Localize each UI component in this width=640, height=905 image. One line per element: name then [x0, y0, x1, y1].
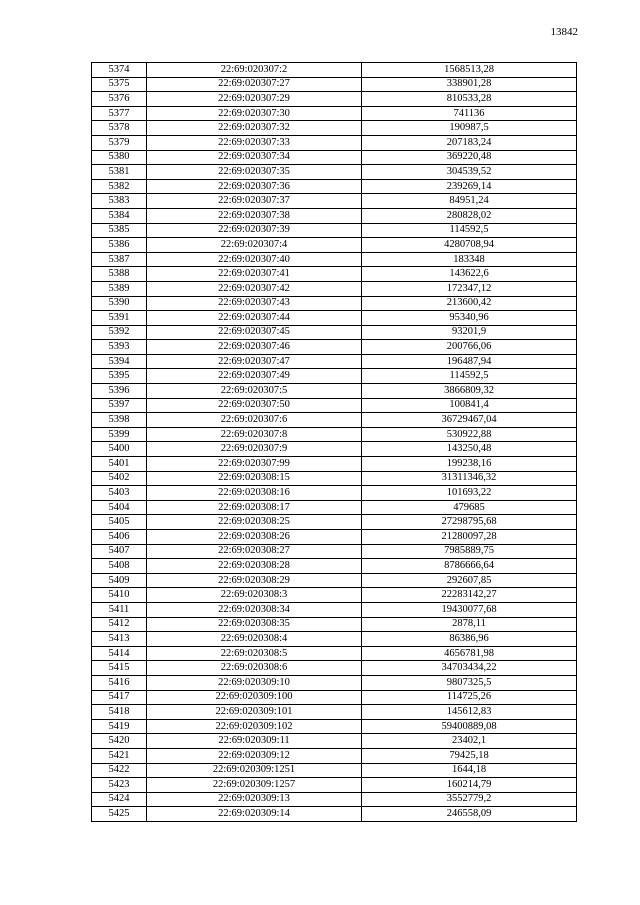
cadastral-value-cell: 199238,16	[362, 457, 577, 472]
cadastral-value-cell: 95340,96	[362, 311, 577, 326]
row-number-cell: 5377	[92, 106, 147, 121]
cadastral-number-cell: 22:69:020307:36	[147, 179, 362, 194]
row-number-cell: 5384	[92, 208, 147, 223]
table-row	[92, 559, 577, 574]
row-number-cell: 5410	[92, 588, 147, 603]
table-row	[92, 807, 577, 822]
row-number-cell: 5405	[92, 515, 147, 530]
table-row	[92, 515, 577, 530]
cadastral-number-cell: 22:69:020307:38	[147, 208, 362, 223]
cadastral-value-cell: 200766,06	[362, 340, 577, 355]
cadastral-number-cell: 22:69:020307:35	[147, 165, 362, 180]
row-number-cell: 5413	[92, 632, 147, 647]
table-row	[92, 384, 577, 399]
table-row	[92, 92, 577, 107]
cadastral-number-cell: 22:69:020308:17	[147, 500, 362, 515]
cadastral-number-cell: 22:69:020309:1251	[147, 763, 362, 778]
table-row	[92, 617, 577, 632]
cadastral-value-cell: 280828,02	[362, 208, 577, 223]
cadastral-value-cell: 143622,6	[362, 267, 577, 282]
row-number-cell: 5417	[92, 690, 147, 705]
row-number-cell: 5422	[92, 763, 147, 778]
table-row	[92, 267, 577, 282]
cadastral-value-cell: 213600,42	[362, 296, 577, 311]
cadastral-value-cell: 292607,85	[362, 573, 577, 588]
cadastral-value-cell: 1644,18	[362, 763, 577, 778]
table-row	[92, 573, 577, 588]
table-row	[92, 675, 577, 690]
table-row	[92, 427, 577, 442]
table-row	[92, 544, 577, 559]
table-row	[92, 340, 577, 355]
row-number-cell: 5421	[92, 748, 147, 763]
cadastral-number-cell: 22:69:020309:10	[147, 675, 362, 690]
cadastral-value-cell: 86386,96	[362, 632, 577, 647]
cadastral-value-cell: 59400889,08	[362, 719, 577, 734]
cadastral-value-cell: 3866809,32	[362, 384, 577, 399]
table-row	[92, 77, 577, 92]
cadastral-number-cell: 22:69:020307:47	[147, 354, 362, 369]
table-row	[92, 486, 577, 501]
cadastral-number-cell: 22:69:020308:27	[147, 544, 362, 559]
table-row	[92, 150, 577, 165]
cadastral-number-cell: 22:69:020308:34	[147, 602, 362, 617]
cadastral-number-cell: 22:69:020307:42	[147, 281, 362, 296]
cadastral-number-cell: 22:69:020307:99	[147, 457, 362, 472]
cadastral-number-cell: 22:69:020308:28	[147, 559, 362, 574]
row-number-cell: 5391	[92, 311, 147, 326]
cadastral-number-cell: 22:69:020307:6	[147, 413, 362, 428]
row-number-cell: 5396	[92, 384, 147, 399]
row-number-cell: 5404	[92, 500, 147, 515]
row-number-cell: 5376	[92, 92, 147, 107]
row-number-cell: 5401	[92, 457, 147, 472]
table-row	[92, 281, 577, 296]
table-row	[92, 471, 577, 486]
table-row	[92, 442, 577, 457]
table-row	[92, 632, 577, 647]
cadastral-value-cell: 4656781,98	[362, 646, 577, 661]
row-number-cell: 5420	[92, 734, 147, 749]
cadastral-value-cell: 21280097,28	[362, 530, 577, 545]
row-number-cell: 5411	[92, 602, 147, 617]
cadastral-value-cell: 196487,94	[362, 354, 577, 369]
cadastral-value-cell: 114592,5	[362, 369, 577, 384]
table-row	[92, 354, 577, 369]
table-row	[92, 179, 577, 194]
cadastral-number-cell: 22:69:020308:26	[147, 530, 362, 545]
cadastral-value-cell: 3552779,2	[362, 792, 577, 807]
row-number-cell: 5383	[92, 194, 147, 209]
cadastral-number-cell: 22:69:020307:27	[147, 77, 362, 92]
cadastral-value-cell: 143250,48	[362, 442, 577, 457]
table-row	[92, 194, 577, 209]
row-number-cell: 5382	[92, 179, 147, 194]
row-number-cell: 5419	[92, 719, 147, 734]
cadastral-number-cell: 22:69:020308:3	[147, 588, 362, 603]
table-row	[92, 208, 577, 223]
table-row	[92, 296, 577, 311]
table-row	[92, 252, 577, 267]
table-row	[92, 530, 577, 545]
cadastral-number-cell: 22:69:020309:1257	[147, 778, 362, 793]
cadastral-value-cell: 7985889,75	[362, 544, 577, 559]
cadastral-number-cell: 22:69:020309:12	[147, 748, 362, 763]
cadastral-value-cell: 84951,24	[362, 194, 577, 209]
cadastral-number-cell: 22:69:020307:37	[147, 194, 362, 209]
row-number-cell: 5403	[92, 486, 147, 501]
table-row	[92, 705, 577, 720]
cadastral-number-cell: 22:69:020309:102	[147, 719, 362, 734]
cadastral-number-cell: 22:69:020308:5	[147, 646, 362, 661]
cadastral-number-cell: 22:69:020307:41	[147, 267, 362, 282]
row-number-cell: 5378	[92, 121, 147, 136]
cadastral-value-cell: 79425,18	[362, 748, 577, 763]
cadastral-number-cell: 22:69:020307:45	[147, 325, 362, 340]
row-number-cell: 5389	[92, 281, 147, 296]
row-number-cell: 5392	[92, 325, 147, 340]
row-number-cell: 5402	[92, 471, 147, 486]
cadastral-number-cell: 22:69:020307:39	[147, 223, 362, 238]
cadastral-value-cell: 172347,12	[362, 281, 577, 296]
cadastral-number-cell: 22:69:020308:4	[147, 632, 362, 647]
row-number-cell: 5387	[92, 252, 147, 267]
cadastral-value-cell: 2878,11	[362, 617, 577, 632]
table-body	[92, 63, 577, 822]
row-number-cell: 5423	[92, 778, 147, 793]
cadastral-number-cell: 22:69:020307:46	[147, 340, 362, 355]
cadastral-value-cell: 114725,26	[362, 690, 577, 705]
row-number-cell: 5379	[92, 135, 147, 150]
cadastral-value-cell: 369220,48	[362, 150, 577, 165]
table-row	[92, 719, 577, 734]
row-number-cell: 5414	[92, 646, 147, 661]
cadastral-number-cell: 22:69:020307:34	[147, 150, 362, 165]
table-row	[92, 165, 577, 180]
table-row	[92, 748, 577, 763]
row-number-cell: 5398	[92, 413, 147, 428]
cadastral-number-cell: 22:69:020307:30	[147, 106, 362, 121]
row-number-cell: 5406	[92, 530, 147, 545]
cadastral-number-cell: 22:69:020307:50	[147, 398, 362, 413]
row-number-cell: 5394	[92, 354, 147, 369]
cadastral-value-cell: 101693,22	[362, 486, 577, 501]
row-number-cell: 5388	[92, 267, 147, 282]
cadastral-number-cell: 22:69:020309:101	[147, 705, 362, 720]
cadastral-value-cell: 479685	[362, 500, 577, 515]
cadastral-number-cell: 22:69:020308:25	[147, 515, 362, 530]
row-number-cell: 5380	[92, 150, 147, 165]
table-row	[92, 223, 577, 238]
cadastral-value-cell: 183348	[362, 252, 577, 267]
cadastral-value-cell: 93201,9	[362, 325, 577, 340]
table-row	[92, 369, 577, 384]
table-row	[92, 121, 577, 136]
cadastral-number-cell: 22:69:020308:15	[147, 471, 362, 486]
row-number-cell: 5415	[92, 661, 147, 676]
table-row	[92, 311, 577, 326]
row-number-cell: 5400	[92, 442, 147, 457]
cadastral-value-cell: 338901,28	[362, 77, 577, 92]
row-number-cell: 5381	[92, 165, 147, 180]
cadastral-number-cell: 22:69:020309:13	[147, 792, 362, 807]
table-row	[92, 661, 577, 676]
cadastral-number-cell: 22:69:020307:33	[147, 135, 362, 150]
table-row	[92, 135, 577, 150]
table-row	[92, 646, 577, 661]
table-row	[92, 763, 577, 778]
row-number-cell: 5412	[92, 617, 147, 632]
cadastral-value-table	[91, 62, 577, 822]
row-number-cell: 5395	[92, 369, 147, 384]
table-row	[92, 398, 577, 413]
cadastral-number-cell: 22:69:020307:49	[147, 369, 362, 384]
cadastral-number-cell: 22:69:020307:8	[147, 427, 362, 442]
row-number-cell: 5375	[92, 77, 147, 92]
row-number-cell: 5407	[92, 544, 147, 559]
row-number-cell: 5374	[92, 63, 147, 78]
cadastral-number-cell: 22:69:020307:44	[147, 311, 362, 326]
table-row	[92, 690, 577, 705]
row-number-cell: 5418	[92, 705, 147, 720]
table-row	[92, 238, 577, 253]
cadastral-value-cell: 1568513,28	[362, 63, 577, 78]
table-row	[92, 500, 577, 515]
page-number: 13842	[550, 26, 578, 38]
cadastral-number-cell: 22:69:020308:16	[147, 486, 362, 501]
table-row	[92, 63, 577, 78]
cadastral-number-cell: 22:69:020307:40	[147, 252, 362, 267]
row-number-cell: 5424	[92, 792, 147, 807]
cadastral-number-cell: 22:69:020307:2	[147, 63, 362, 78]
row-number-cell: 5385	[92, 223, 147, 238]
row-number-cell: 5425	[92, 807, 147, 822]
cadastral-number-cell: 22:69:020308:35	[147, 617, 362, 632]
cadastral-value-cell: 9807325,5	[362, 675, 577, 690]
cadastral-number-cell: 22:69:020307:4	[147, 238, 362, 253]
cadastral-number-cell: 22:69:020307:43	[147, 296, 362, 311]
cadastral-value-cell: 190987,5	[362, 121, 577, 136]
table-row	[92, 602, 577, 617]
row-number-cell: 5386	[92, 238, 147, 253]
cadastral-number-cell: 22:69:020309:11	[147, 734, 362, 749]
cadastral-value-cell: 530922,88	[362, 427, 577, 442]
row-number-cell: 5408	[92, 559, 147, 574]
cadastral-value-cell: 34703434,22	[362, 661, 577, 676]
row-number-cell: 5390	[92, 296, 147, 311]
cadastral-value-cell: 207183,24	[362, 135, 577, 150]
row-number-cell: 5409	[92, 573, 147, 588]
cadastral-number-cell: 22:69:020307:5	[147, 384, 362, 399]
cadastral-value-cell: 239269,14	[362, 179, 577, 194]
cadastral-value-cell: 31311346,32	[362, 471, 577, 486]
cadastral-value-cell: 23402,1	[362, 734, 577, 749]
cadastral-number-cell: 22:69:020309:14	[147, 807, 362, 822]
cadastral-value-cell: 4280708,94	[362, 238, 577, 253]
cadastral-value-cell: 22283142,27	[362, 588, 577, 603]
table-row	[92, 778, 577, 793]
cadastral-value-cell: 27298795,68	[362, 515, 577, 530]
row-number-cell: 5393	[92, 340, 147, 355]
table-row	[92, 325, 577, 340]
cadastral-value-cell: 19430077,68	[362, 602, 577, 617]
cadastral-value-cell: 100841,4	[362, 398, 577, 413]
cadastral-value-cell: 246558,09	[362, 807, 577, 822]
cadastral-number-cell: 22:69:020307:29	[147, 92, 362, 107]
cadastral-value-cell: 36729467,04	[362, 413, 577, 428]
table-row	[92, 413, 577, 428]
cadastral-value-cell: 741136	[362, 106, 577, 121]
cadastral-number-cell: 22:69:020308:29	[147, 573, 362, 588]
cadastral-value-cell: 8786666,64	[362, 559, 577, 574]
table-row	[92, 106, 577, 121]
cadastral-number-cell: 22:69:020309:100	[147, 690, 362, 705]
cadastral-value-cell: 160214,79	[362, 778, 577, 793]
table-row	[92, 792, 577, 807]
table-row	[92, 588, 577, 603]
row-number-cell: 5397	[92, 398, 147, 413]
row-number-cell: 5399	[92, 427, 147, 442]
cadastral-value-cell: 810533,28	[362, 92, 577, 107]
cadastral-value-cell: 304539,52	[362, 165, 577, 180]
row-number-cell: 5416	[92, 675, 147, 690]
table-row	[92, 734, 577, 749]
cadastral-number-cell: 22:69:020307:32	[147, 121, 362, 136]
table-row	[92, 457, 577, 472]
cadastral-value-cell: 114592,5	[362, 223, 577, 238]
cadastral-number-cell: 22:69:020308:6	[147, 661, 362, 676]
cadastral-value-cell: 145612,83	[362, 705, 577, 720]
cadastral-number-cell: 22:69:020307:9	[147, 442, 362, 457]
